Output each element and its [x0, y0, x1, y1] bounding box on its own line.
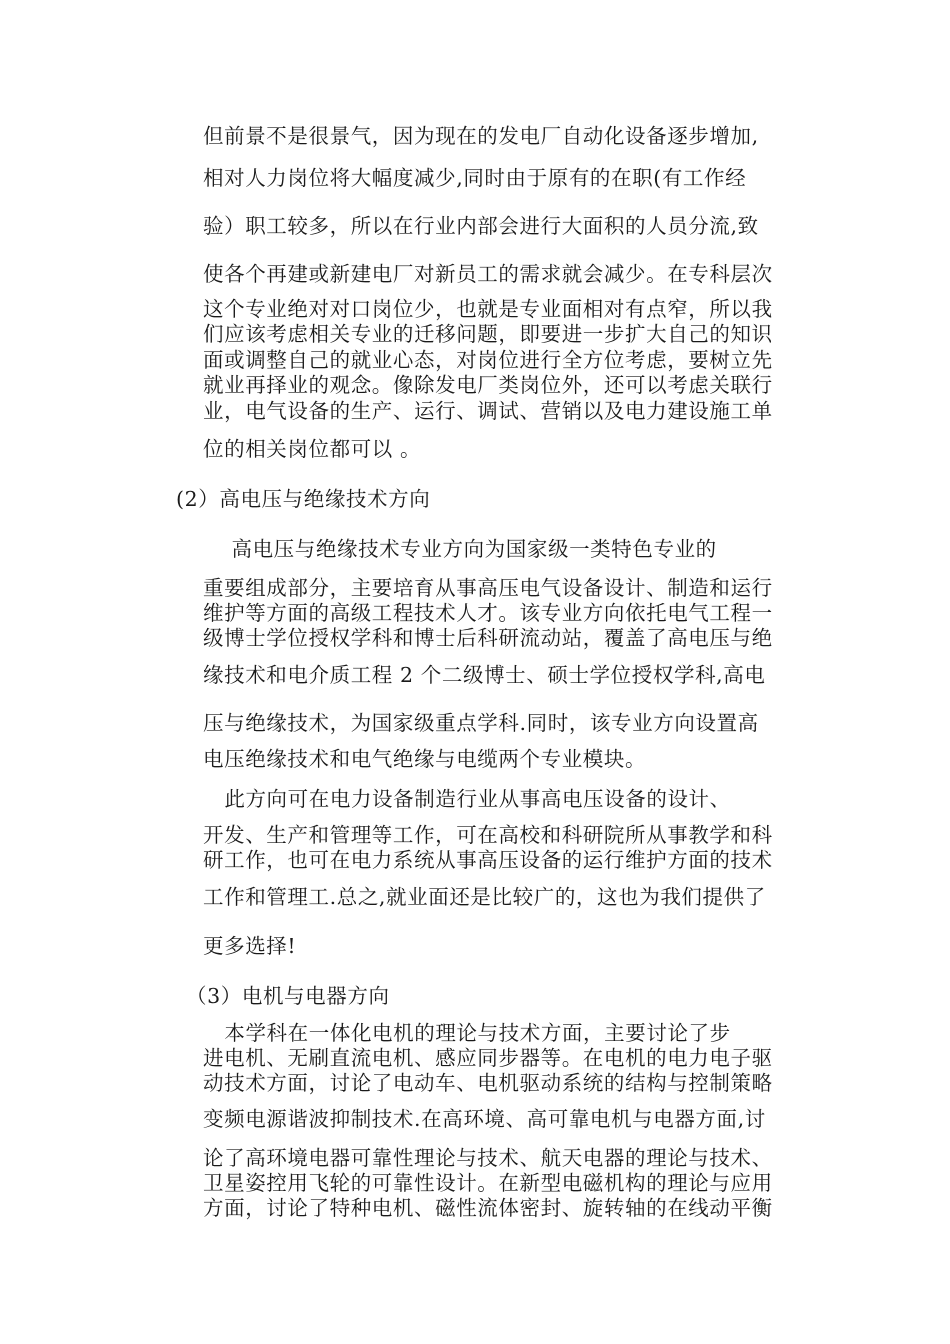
paragraph-line: 高电压与绝缘技术专业方向为国家级一类特色专业的 — [203, 537, 717, 561]
paragraph-line: 但前景不是很景气，因为现在的发电厂自动化设备逐步增加, — [203, 124, 759, 148]
paragraph-line: 电压绝缘技术和电气绝缘与电缆两个专业模块。 — [203, 747, 647, 771]
paragraph-line: 本学科在一体化电机的理论与技术方面，主要讨论了步 — [203, 1021, 731, 1045]
paragraph-line: 维护等方面的高级工程技术人才。该专业方向依托电气工程一 — [203, 601, 773, 625]
paragraph-line: 级博士学位授权学科和博士后科研流动站，覆盖了高电压与绝 — [203, 626, 773, 650]
paragraph-line: 们应该考虑相关专业的迁移问题，即要进一步扩大自己的知识 — [203, 322, 773, 346]
paragraph-line: 工作和管理工.总之,就业面还是比较广的，这也为我们提供了 — [203, 885, 766, 909]
paragraph-line: 变频电源谐波抑制技术.在高环境、高可靠电机与电器方面,讨 — [203, 1107, 766, 1131]
paragraph-line: 压与绝缘技术，为国家级重点学科.同时，该专业方向设置高 — [203, 711, 759, 735]
paragraph-line: 缘技术和电介质工程 2 个二级博士、硕士学位授权学科,高电 — [203, 663, 766, 687]
paragraph-line: 进电机、无刷直流电机、感应同步器等。在电机的电力电子驱 — [203, 1046, 773, 1070]
section-heading: (2）高电压与绝缘技术方向 — [176, 487, 431, 511]
paragraph-line: 业，电气设备的生产、运行、调试、营销以及电力建设施工单 — [203, 399, 773, 423]
paragraph-line: 位的相关岗位都可以 。 — [203, 437, 422, 461]
paragraph-line: 方面，讨论了特种电机、磁性流体密封、旋转轴的在线动平衡 — [203, 1196, 773, 1220]
paragraph-line: 开发、生产和管理等工作，可在高校和科研院所从事教学和科 — [203, 823, 773, 847]
paragraph-line: 论了高环境电器可靠性理论与技术、航天电器的理论与技术、 — [203, 1146, 773, 1170]
paragraph-line: 此方向可在电力设备制造行业从事高电压设备的设计、 — [203, 787, 731, 811]
paragraph-line: 重要组成部分，主要培育从事高压电气设备设计、制造和运行 — [203, 576, 773, 600]
paragraph-line: 卫星姿控用飞轮的可靠性设计。在新型电磁机构的理论与应用 — [203, 1171, 773, 1195]
paragraph-line: 研工作，也可在电力系统从事高压设备的运行维护方面的技术 — [203, 848, 773, 872]
paragraph-line: 动技术方面，讨论了电动车、电机驱动系统的结构与控制策略 — [203, 1071, 773, 1095]
paragraph-line: 这个专业绝对对口岗位少，也就是专业面相对有点窄，所以我 — [203, 297, 773, 321]
paragraph-line: 面或调整自己的就业心态，对岗位进行全方位考虑，要树立先 — [203, 348, 773, 372]
paragraph-line: 就业再择业的观念。像除发电厂类岗位外，还可以考虑关联行 — [203, 373, 773, 397]
section-heading: （3）电机与电器方向 — [186, 984, 390, 1008]
paragraph-line: 验）职工较多，所以在行业内部会进行大面积的人员分流,致 — [203, 214, 759, 238]
paragraph-line: 使各个再建或新建电厂对新员工的需求就会减少。在专科层次 — [203, 262, 773, 286]
paragraph-line: 更多选择! — [203, 934, 297, 958]
paragraph-line: 相对人力岗位将大幅度减少,同时由于原有的在职(有工作经 — [203, 166, 747, 190]
